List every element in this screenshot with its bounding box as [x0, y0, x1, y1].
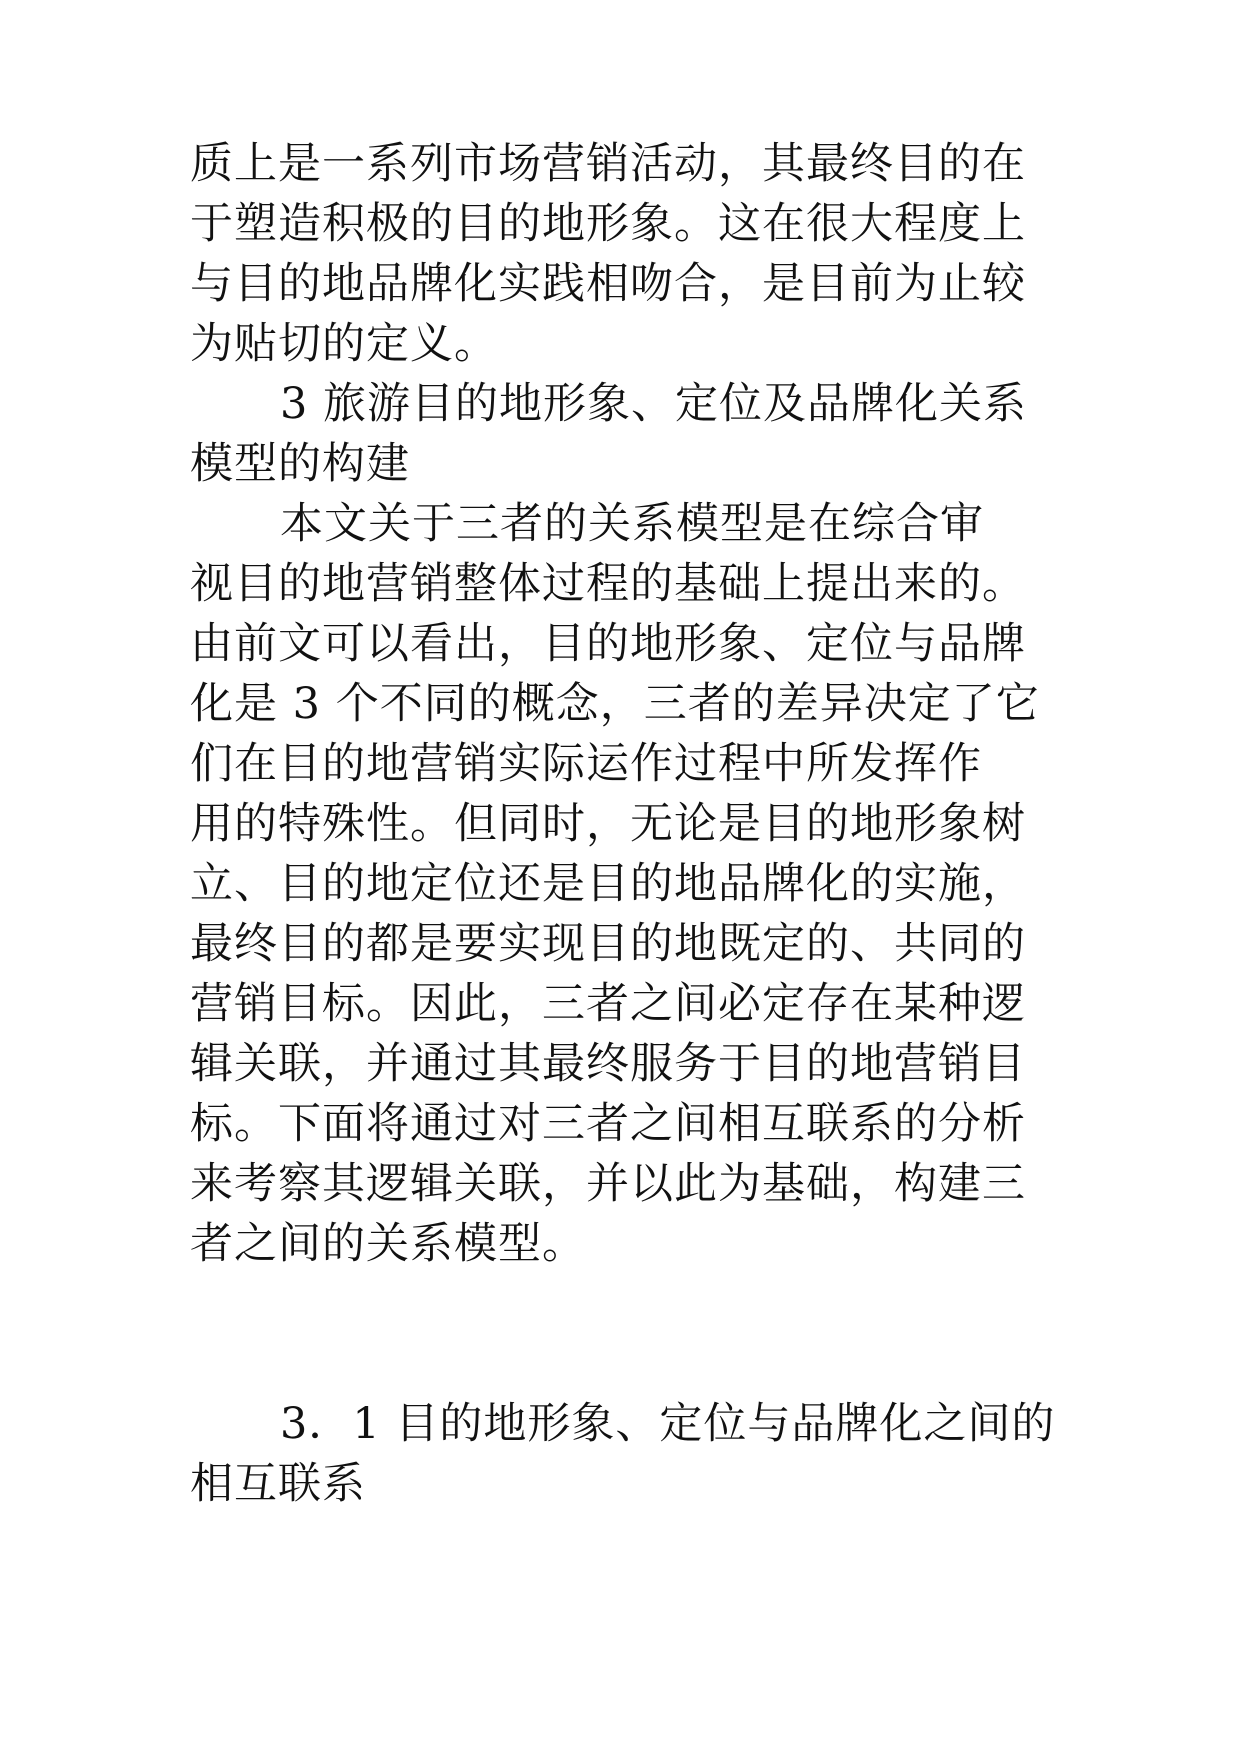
paragraph-line: 营销目标。因此，三者之间必定存在某种逻: [190, 979, 1026, 1029]
section-heading-continued: 模型的构建: [190, 439, 410, 489]
section-heading: 3 旅游目的地形象、定位及品牌化关系: [280, 379, 1028, 429]
paragraph-line: 们在目的地营销实际运作过程中所发挥作: [190, 739, 982, 789]
paragraph-line: 者之间的关系模型。: [190, 1219, 586, 1269]
paragraph-line: 视目的地营销整体过程的基础上提出来的。: [190, 559, 1026, 609]
paragraph-line: 来考察其逻辑关联，并以此为基础，构建三: [190, 1159, 1026, 1209]
subsection-heading: 3．1 目的地形象、定位与品牌化之间的: [280, 1399, 1056, 1449]
paragraph-line: 与目的地品牌化实践相吻合，是目前为止较: [190, 259, 1026, 309]
paragraph-line: 用的特殊性。但同时，无论是目的地形象树: [190, 799, 1026, 849]
paragraph-line: 质上是一系列市场营销活动，其最终目的在: [190, 139, 1026, 189]
subsection-heading-continued: 相互联系: [190, 1459, 366, 1509]
paragraph-line: 于塑造积极的目的地形象。这在很大程度上: [190, 199, 1026, 249]
paragraph-line: 由前文可以看出，目的地形象、定位与品牌: [190, 619, 1026, 669]
paragraph-line: 最终目的都是要实现目的地既定的、共同的: [190, 919, 1026, 969]
paragraph-line: 立、目的地定位还是目的地品牌化的实施，: [190, 859, 1026, 909]
paragraph-line: 化是 3 个不同的概念，三者的差异决定了它: [190, 679, 1040, 729]
paragraph-line: 为贴切的定义。: [190, 319, 498, 369]
paragraph-line: 标。下面将通过对三者之间相互联系的分析: [190, 1099, 1026, 1149]
paragraph-line: 本文关于三者的关系模型是在综合审: [280, 499, 984, 549]
paragraph-line: 辑关联，并通过其最终服务于目的地营销目: [190, 1039, 1026, 1089]
